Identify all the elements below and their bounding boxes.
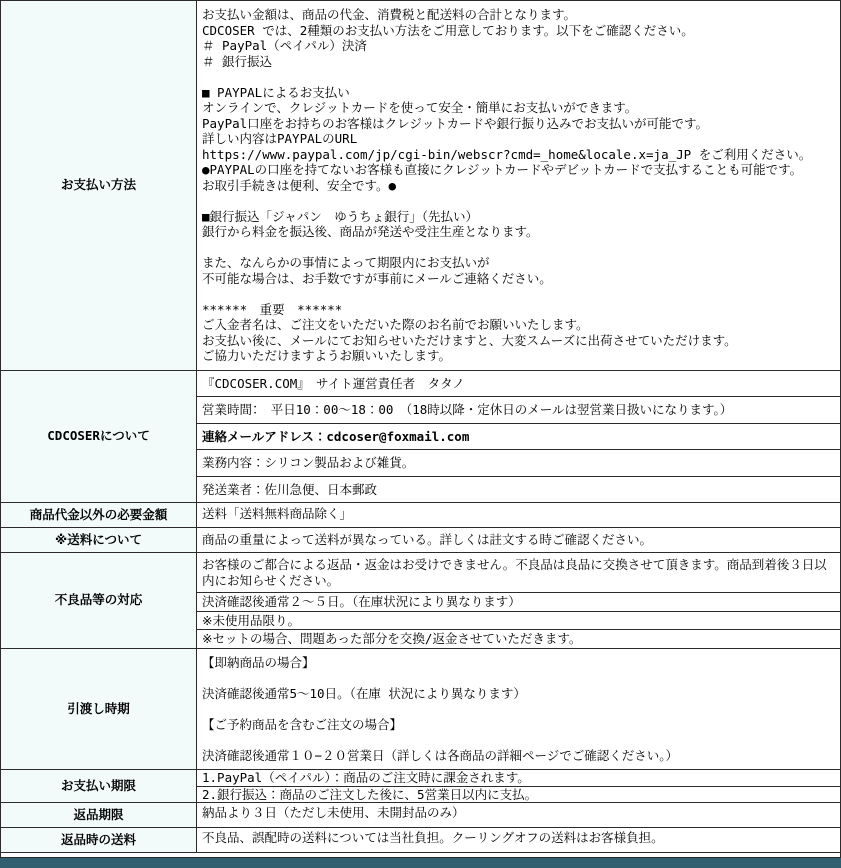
text-line: 納品より３日（ただし未使用、未開封品のみ）: [202, 805, 465, 820]
table-row: [1, 770, 840, 803]
content-section: [197, 528, 840, 552]
text-line: 不良品、誤配時の送料については当社負担。クーリングオフの送料はお客様負担。: [202, 830, 664, 845]
content-section: [197, 803, 840, 823]
content-section: [197, 649, 840, 770]
row-label: お支払い期限: [1, 770, 197, 802]
content-section: [197, 477, 840, 503]
text-line: 『CDCOSER.COM』 サイト運営責任者 タタノ: [202, 375, 465, 391]
text-line: 【即納商品の場合】: [202, 654, 315, 670]
text-line: また、なんらかの事情によって期限内にお支払いが: [202, 255, 490, 270]
text-line: お支払い後に、メールにてお知らせいただけますと、大変スムーズに出荷させていただけます。: [202, 332, 737, 348]
text-line: 2.銀行振込：商品のご注文した後に、5営業日以内に支払。: [202, 786, 538, 802]
text-line: PayPal口座をお持ちのお客様はクレジットカードや銀行振り込みでお支払いが可能です。: [202, 115, 708, 131]
row-content: [197, 770, 840, 802]
content-section: [197, 553, 840, 593]
content-section: [197, 612, 840, 631]
row-label: 引渡し時期: [1, 649, 197, 770]
text-line: [202, 240, 835, 256]
table-row: [1, 1, 840, 371]
row-content: [197, 649, 840, 770]
text-line: ■ PAYPALによるお支払い: [202, 84, 350, 100]
content-section: [197, 371, 840, 398]
text-line: 連絡メールアドレス：cdcoser@foxmail.com: [202, 428, 470, 444]
text-line: ご協力いただけますようお願いいたします。: [202, 348, 452, 363]
content-section: [197, 828, 840, 848]
table-row: [1, 371, 840, 504]
text-line: 送料「送料無料商品除く」: [202, 506, 353, 521]
text-line: 銀行から料金を振込後、商品が発送や受注生産となります。: [202, 224, 539, 239]
row-label: お支払い方法: [1, 1, 197, 370]
text-line: ●PAYPALの口座を持てないお客様も直接にクレジットカードやデビットカードで支払することも可能です。: [202, 162, 803, 177]
text-line: ご入金者名は、ご注文をいただいた際のお名前でお願いいたします。: [202, 317, 589, 332]
row-content: [197, 828, 840, 852]
text-line: 決済確認後通常5〜10日。（在庫 状況により異なります）: [202, 685, 526, 701]
content-section: [197, 787, 840, 803]
text-line: 商品の重量によって送料が異なっている。詳しくは註文する時ご確認ください。: [202, 532, 653, 547]
row-content: [197, 528, 840, 552]
text-line: [202, 193, 835, 209]
text-line: 決済確認後通常２〜５日。（在庫状況により異なります）: [202, 594, 521, 609]
row-label: CDCOSERについて: [1, 371, 197, 503]
row-content: [197, 1, 840, 370]
table-row: [1, 828, 840, 853]
content-section: [197, 424, 840, 451]
text-line: オンラインで、クレジットカードを使って安全・簡単にお支払いができます。: [202, 100, 638, 115]
table-row: [1, 528, 840, 553]
text-line: お支払い金額は、商品の代金、消費税と配送料の合計となります。: [202, 7, 577, 22]
text-line: ※未使用品限り。: [202, 612, 300, 628]
content-section: [197, 397, 840, 424]
text-line: [202, 69, 835, 85]
text-line: お客様のご都合による返品・返金はお受けできません。不良品は良品に交換させて頂きます。商品到着後３日以内にお知らせください。: [202, 557, 827, 588]
text-line: 1.PayPal（ペイパル）：商品のご注文時に課金されます。: [202, 770, 530, 785]
row-label: 不良品等の対応: [1, 553, 197, 648]
content-section: [197, 770, 840, 787]
row-label: 返品期限: [1, 803, 197, 827]
text-line: ※セットの場合、問題あった部分を交換/返金させていただきます。: [202, 631, 582, 646]
text-line: ■銀行振込「ジャパン ゆうちょ銀行」（先払い）: [202, 208, 479, 224]
row-content: [197, 371, 840, 503]
text-line: ＃ PayPal（ペイパル）決済: [202, 38, 367, 53]
text-line: [202, 732, 835, 748]
table-row: [1, 503, 840, 528]
table-row: [1, 649, 840, 771]
content-section: [197, 1, 840, 370]
row-content: [197, 503, 840, 527]
row-label: ※送料について: [1, 528, 197, 552]
content-section: [197, 593, 840, 612]
text-line: [202, 701, 835, 717]
text-line: 営業時間： 平日10：00〜18：00 （18時以降・定休日のメールは翌営業日扱いになります。）: [202, 402, 733, 417]
text-line: CDCOSER では、2種類のお支払い方法をご用意しております。以下をご確認ください。: [202, 22, 694, 38]
text-line: ＃ 銀行振込: [202, 53, 273, 69]
row-label: 返品時の送料: [1, 828, 197, 852]
text-line: 詳しい内容はPAYPALのURL: [202, 131, 358, 146]
text-line: お取引手続きは便利、安全です。●: [202, 177, 397, 193]
text-line: 【ご予約商品を含むご注文の場合】: [202, 716, 403, 732]
text-line: 不可能な場合は、お手数ですが事前にメールご連絡ください。: [202, 270, 552, 286]
row-content: [197, 553, 840, 648]
row-content: [197, 803, 840, 827]
content-section: [197, 630, 840, 648]
text-line: 発送業者：佐川急便、日本郵政: [202, 481, 378, 497]
text-line: [202, 670, 835, 686]
content-section: [197, 450, 840, 477]
text-line: 業務内容：シリコン製品および雑貨。: [202, 455, 415, 470]
text-line: [202, 286, 835, 302]
text-line: 決済確認後通常１０−２０営業日（詳しくは各商品の詳細ページでご確認ください。）: [202, 747, 679, 763]
bottom-accent-bar: [0, 858, 841, 868]
table-row: [1, 803, 840, 828]
text-line: ****** 重要 ******: [202, 301, 343, 317]
text-line: https://www.paypal.com/jp/cgi-bin/webscr?cmd=_home&locale.x=ja_JP をご利用ください。: [202, 146, 812, 162]
row-label: 商品代金以外の必要金額: [1, 503, 197, 527]
content-section: [197, 503, 840, 525]
table-row: [1, 553, 840, 649]
